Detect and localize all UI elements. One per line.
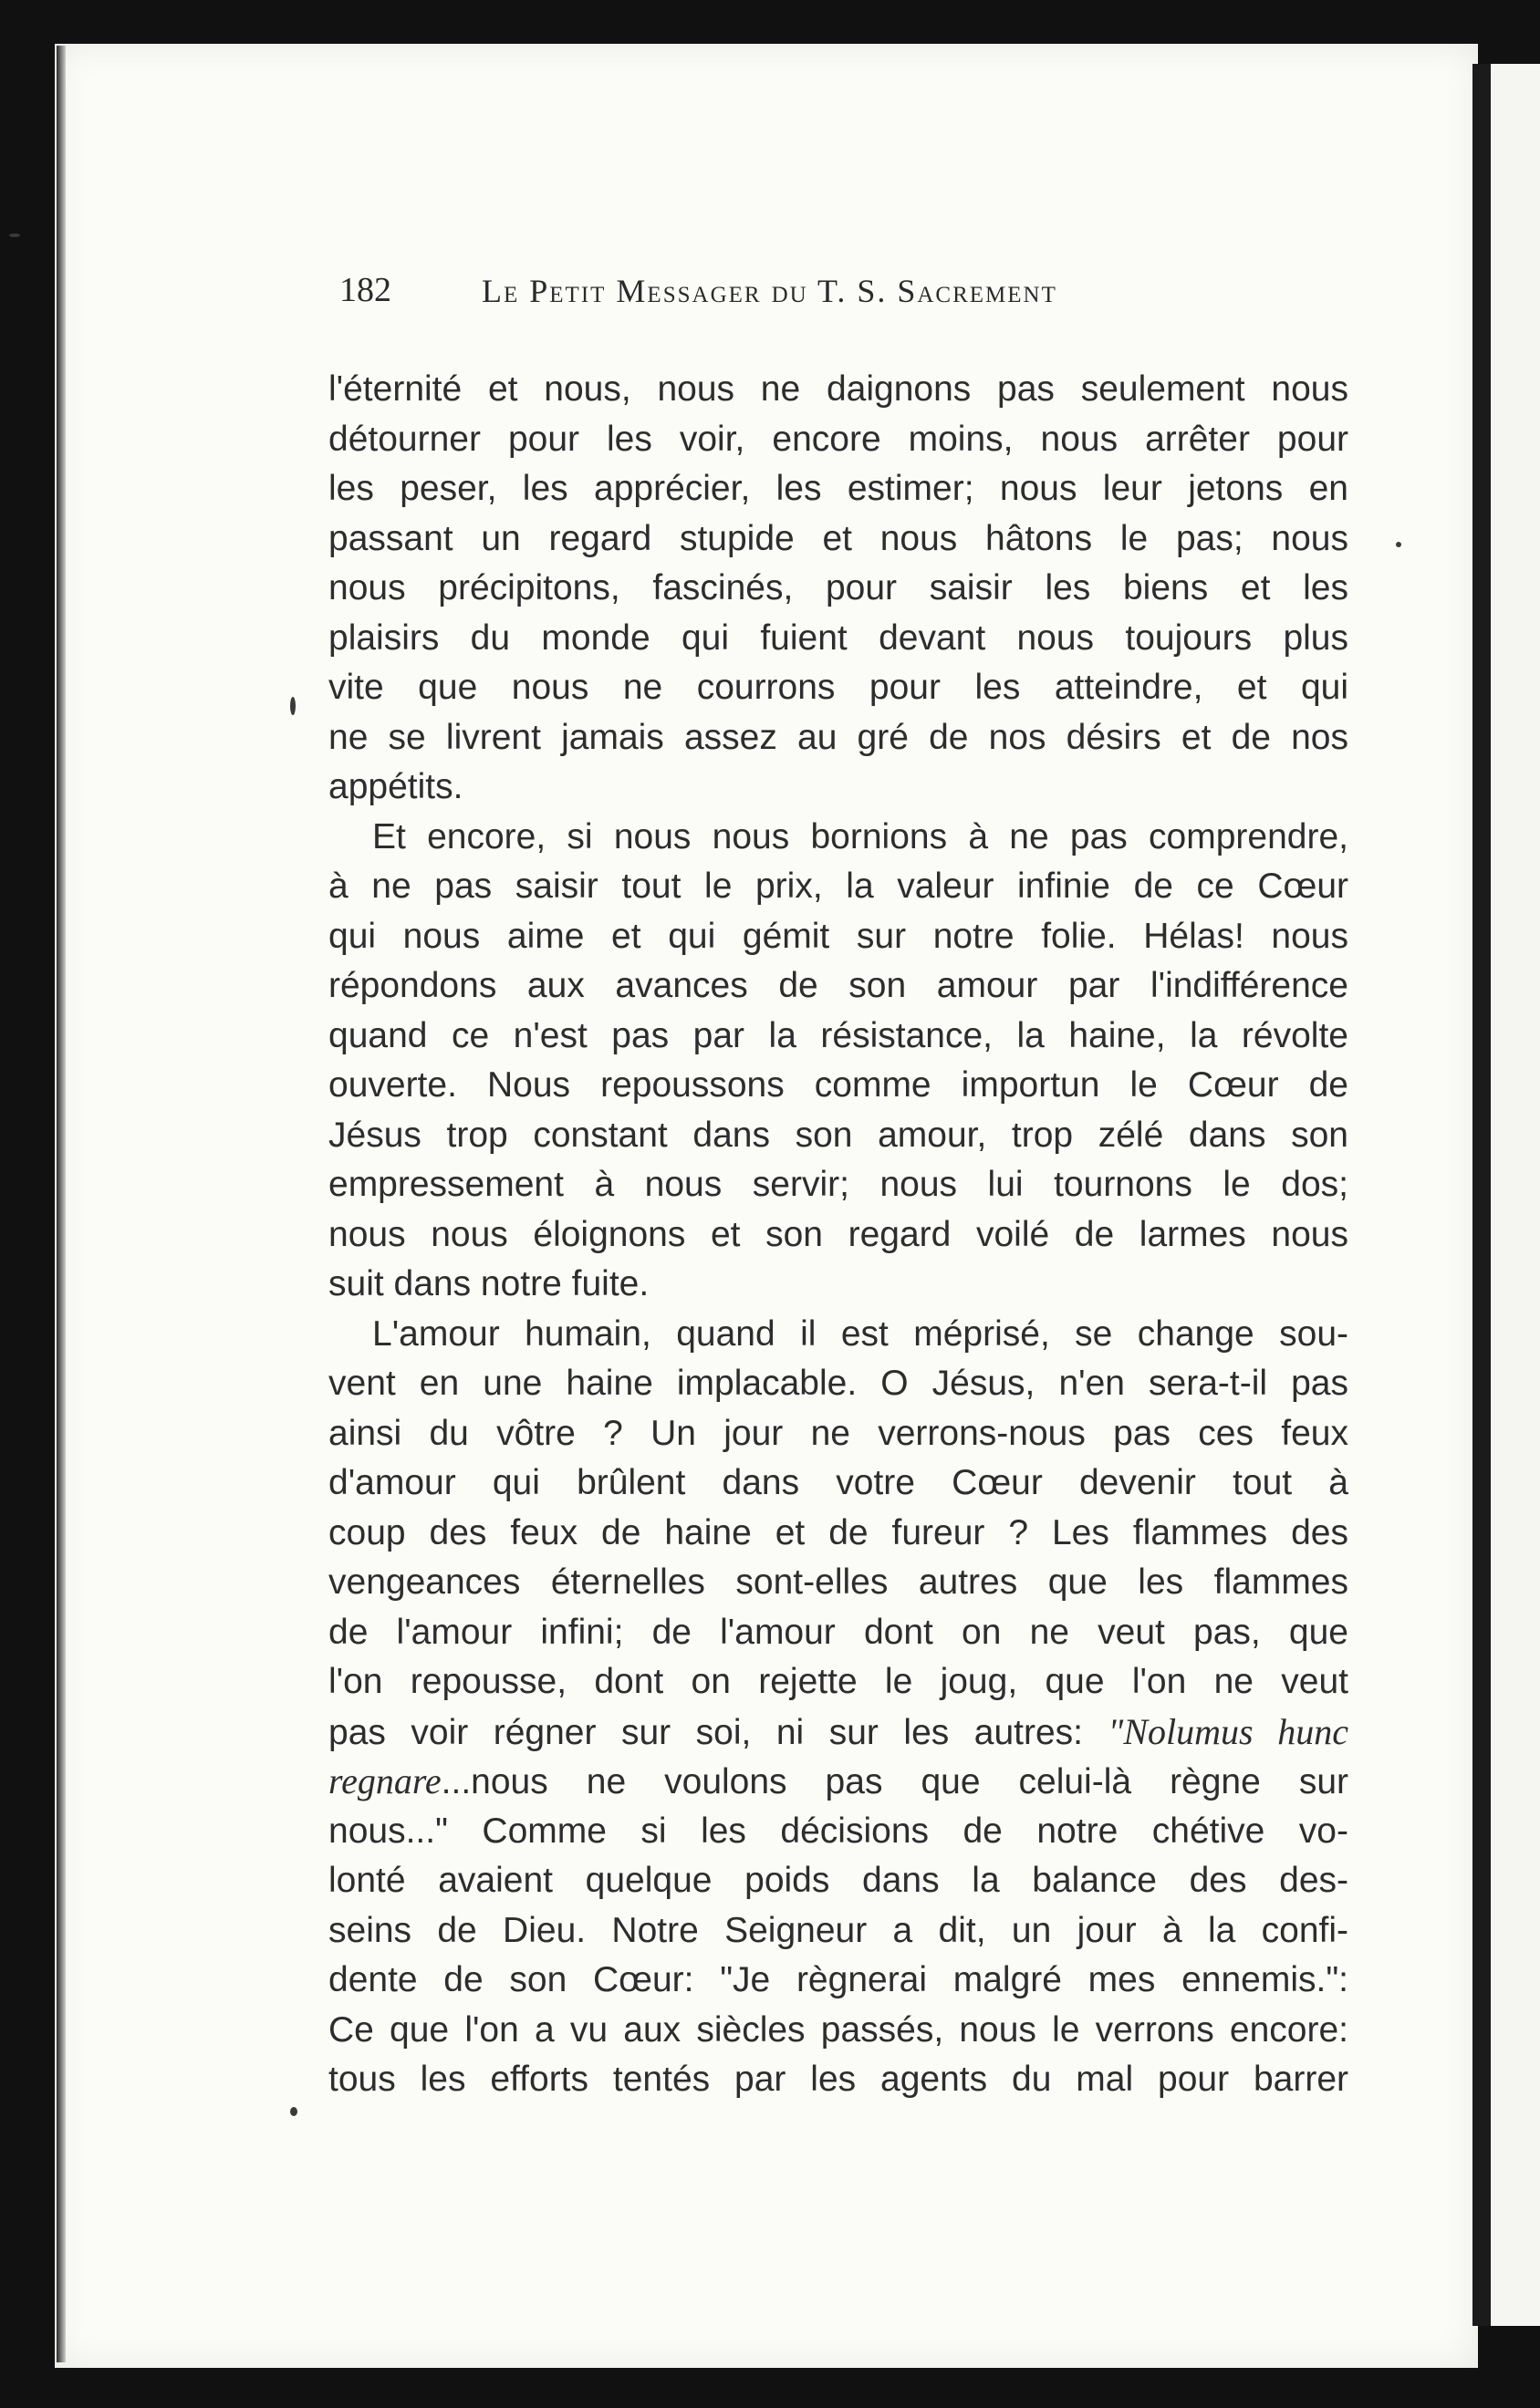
text-line: ainsi du vôtre ? Un jour ne verrons-nous pas ces feux xyxy=(328,1413,1348,1453)
text-line: Et encore, si nous nous bornions à ne pas comprendre, xyxy=(372,816,1348,856)
text-line: plaisirs du monde qui fuient devant nous toujours plus xyxy=(328,618,1348,658)
scan-speck xyxy=(290,697,296,715)
text-line: Ce que l'on a vu aux siècles passés, nous le verrons encore: xyxy=(328,2009,1348,2050)
text-line: L'amour humain, quand il est méprisé, se change sou- xyxy=(372,1313,1348,1354)
text-line: à ne pas saisir tout le prix, la valeur infinie de ce Cœur xyxy=(328,867,1348,906)
text-line: seins de Dieu. Notre Seigneur a dit, un jour à la confi- xyxy=(328,1910,1348,1950)
text-line: empressement à nous servir; nous lui tournons le dos; xyxy=(328,1165,1348,1204)
text-line: répondons aux avances de son amour par l'indifférence xyxy=(328,966,1348,1005)
text-line: vent en une haine implacable. O Jésus, n'en sera-t-il pas xyxy=(328,1364,1348,1403)
scan-speck xyxy=(290,2107,297,2116)
text-line: l'on repousse, dont on rejette le joug, que l'on ne veut xyxy=(328,1662,1348,1701)
binding-gutter xyxy=(1472,64,1491,2326)
text-line: coup des feux de haine et de fureur ? Les flammes des xyxy=(328,1512,1348,1552)
running-title: Le Petit Messager du T. S. Sacrement xyxy=(482,273,1057,309)
text-line: nous..." Comme si les décisions de notre chétive vo- xyxy=(328,1811,1348,1851)
adjacent-page-edge xyxy=(1491,64,1540,2326)
text-line: détourner pour les voir, encore moins, nous arrêter pour xyxy=(328,419,1348,459)
text-segment: pas voir régner sur soi, ni sur les autres: xyxy=(328,1712,1084,1752)
text-line: tous les efforts tentés par les agents du mal pour barrer xyxy=(328,2060,1348,2099)
scan-speck xyxy=(9,234,20,237)
text-line: ne se livrent jamais assez au gré de nos désirs et de nos xyxy=(328,717,1348,757)
text-line: nous nous éloignons et son regard voilé de larmes nous xyxy=(328,1214,1348,1254)
text-line: Jésus trop constant dans son amour, trop zélé dans son xyxy=(328,1115,1348,1155)
page-number: 182 xyxy=(339,271,391,309)
text-line: appétits. xyxy=(328,767,463,806)
text-line: vengeances éternelles sont-elles autres que les flammes xyxy=(328,1562,1348,1602)
scan-speck xyxy=(1396,542,1401,547)
text-line-with-italic xyxy=(328,1707,1348,1758)
text-line: l'éternité et nous, nous ne daignons pas seulement nous xyxy=(328,369,1348,409)
text-line: ouverte. Nous repoussons comme importun le Cœur de xyxy=(328,1065,1348,1105)
text-line: qui nous aime et qui gémit sur notre folie. Hélas! nous xyxy=(328,916,1348,956)
text-line: nous précipitons, fascinés, pour saisir les biens et les xyxy=(328,568,1348,607)
latin-quote-cont: regnare xyxy=(328,1760,442,1801)
page-header xyxy=(339,270,1252,325)
text-line: suit dans notre fuite. xyxy=(328,1264,650,1303)
text-line-with-italic xyxy=(328,1757,1348,1807)
text-line: les peser, les apprécier, les estimer; nous leur jetons en xyxy=(328,469,1348,508)
text-line: dente de son Cœur: "Je règnerai malgré mes ennemis.": xyxy=(328,1960,1348,1999)
text-line: passant un regard stupide et nous hâtons le pas; nous xyxy=(328,518,1348,558)
text-line: lonté avaient quelque poids dans la balance des des- xyxy=(328,1861,1348,1900)
text-line: vite que nous ne courrons pour les atteindre, et qui xyxy=(328,668,1348,707)
text-line: d'amour qui brûlent dans votre Cœur devenir tout à xyxy=(328,1463,1348,1502)
text-segment: ...nous ne voulons pas que celui-là règne sur xyxy=(441,1762,1348,1801)
body-text xyxy=(328,365,1348,2105)
latin-quote: "Nolumus hunc xyxy=(1108,1710,1349,1752)
page-left-edge xyxy=(57,46,66,2362)
text-line: de l'amour infini; de l'amour dont on ne veut pas, que xyxy=(328,1612,1348,1652)
text-line: quand ce n'est pas par la résistance, la haine, la révolte xyxy=(328,1015,1348,1055)
